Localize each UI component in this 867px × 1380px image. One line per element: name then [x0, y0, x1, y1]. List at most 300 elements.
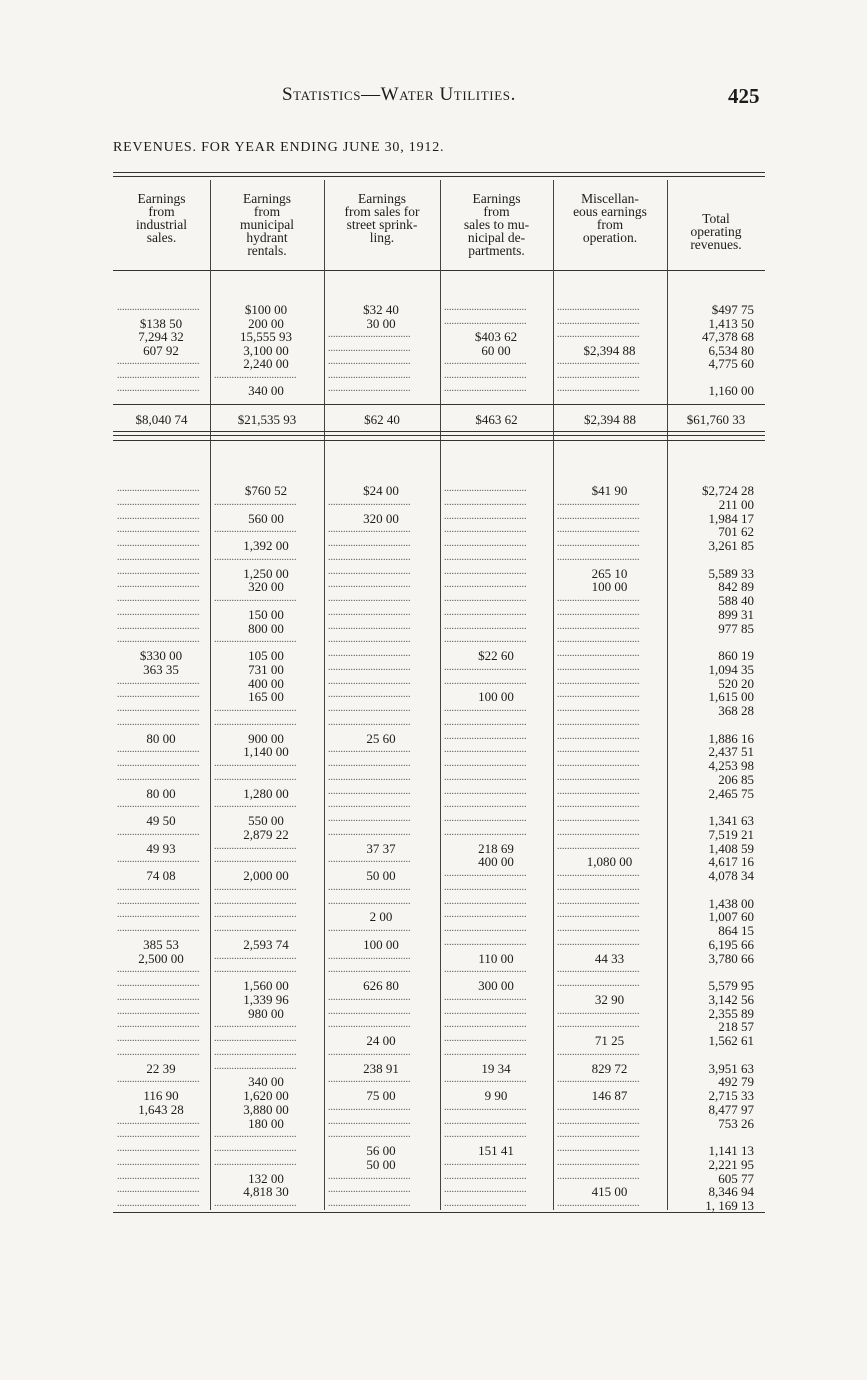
- table-cell: 560 00: [248, 510, 284, 526]
- leader-dots: .................................: [557, 620, 640, 632]
- leader-dots: .................................: [444, 302, 527, 313]
- leader-dots: .................................: [328, 1170, 411, 1182]
- total-cell: 1,094 35: [708, 661, 754, 677]
- leader-dots: .................................: [557, 538, 640, 549]
- leader-dots: .................................: [214, 758, 297, 769]
- leader-dots: .................................: [328, 565, 411, 577]
- table-cell: 340 00: [248, 1074, 284, 1090]
- table-cell: 415 00: [591, 1184, 628, 1200]
- table-cell: 731 00: [248, 661, 284, 677]
- table-cell: 1,080 00: [586, 854, 633, 870]
- leader-dots: .................................: [117, 689, 200, 701]
- table-cell: 1,339 96: [243, 991, 289, 1007]
- leader-dots: .................................: [444, 895, 527, 907]
- table-cell: 105 00: [248, 648, 284, 663]
- leader-dots: .................................: [444, 1019, 527, 1031]
- table-cell: $41 90: [591, 483, 628, 498]
- total-cell: 1,413 50: [708, 315, 754, 331]
- leader-dots: .................................: [557, 356, 640, 367]
- table-cell: $32 40: [363, 302, 399, 317]
- table-cell: 3,880 00: [243, 1101, 289, 1117]
- table-cell: $22 60: [478, 648, 514, 663]
- table-cell: 25 60: [366, 730, 396, 746]
- total-cell: 1,408 59: [708, 840, 754, 856]
- leader-dots: .................................: [557, 648, 640, 659]
- leader-dots: .................................: [214, 1156, 297, 1168]
- table-cell: 37 37: [366, 840, 396, 856]
- leader-dots: .................................: [328, 369, 411, 381]
- total-cell: 218 57: [718, 1019, 754, 1035]
- leader-dots: .................................: [328, 758, 411, 769]
- leader-dots: .................................: [117, 579, 200, 591]
- leader-dots: .................................: [117, 1198, 200, 1209]
- column-header-3: Earnings from sales for street sprink- ling.: [344, 191, 420, 245]
- leader-dots: .................................: [557, 329, 640, 340]
- table-cell: 300 00: [478, 978, 514, 993]
- leader-dots: .................................: [557, 1170, 640, 1182]
- leader-dots: .................................: [444, 606, 527, 618]
- table-cell: 71 25: [594, 1033, 625, 1048]
- leader-dots: .................................: [214, 369, 297, 381]
- table-cell: 363 35: [143, 661, 179, 677]
- leader-dots: .................................: [444, 703, 527, 714]
- leader-dots: .................................: [328, 744, 411, 756]
- leader-dots: .................................: [214, 524, 297, 536]
- total-cell: 864 15: [718, 923, 754, 938]
- leader-dots: .................................: [444, 1101, 527, 1113]
- leader-dots: .................................: [557, 315, 640, 327]
- leader-dots: .................................: [557, 551, 640, 563]
- leader-dots: .................................: [557, 661, 640, 673]
- top-rule: [113, 172, 765, 173]
- leader-dots: .................................: [557, 1143, 640, 1154]
- leader-dots: .................................: [444, 661, 527, 673]
- table-cell: 146 87: [591, 1088, 628, 1103]
- table-cell: 1,280 00: [243, 785, 289, 801]
- leader-dots: .................................: [328, 538, 411, 549]
- leader-dots: .................................: [214, 771, 297, 783]
- leader-dots: .................................: [117, 620, 200, 632]
- column-header-1: Earnings from industrial sales.: [136, 191, 187, 245]
- leader-dots: .................................: [557, 1074, 640, 1086]
- leader-dots: .................................: [557, 383, 640, 394]
- table-cell: 400 00: [248, 675, 284, 691]
- total-cell: $497 75: [711, 302, 754, 317]
- table-cell: 238 91: [363, 1060, 399, 1076]
- table-cell: $760 52: [244, 483, 288, 498]
- leader-dots: .................................: [117, 510, 200, 522]
- leader-dots: .................................: [328, 1101, 411, 1113]
- leader-dots: .................................: [444, 383, 527, 394]
- table-cell: 74 08: [146, 868, 176, 883]
- leader-dots: .................................: [444, 315, 527, 327]
- total-cell: 1,160 00: [708, 383, 754, 398]
- leader-dots: .................................: [214, 909, 297, 921]
- leader-dots: .................................: [557, 510, 640, 522]
- leader-dots: .................................: [444, 1046, 527, 1058]
- leader-dots: .................................: [444, 620, 527, 632]
- leader-dots: .................................: [117, 978, 200, 989]
- total-cell: 1,562 61: [708, 1033, 754, 1048]
- leader-dots: .................................: [557, 703, 640, 714]
- table-cell: $138 50: [139, 315, 183, 331]
- leader-dots: .................................: [444, 1074, 527, 1086]
- leader-dots: .................................: [328, 771, 411, 783]
- table-cell: 19 34: [481, 1060, 511, 1076]
- leader-dots: .................................: [214, 496, 297, 508]
- table-cell: 56 00: [366, 1143, 396, 1158]
- leader-dots: .................................: [214, 1046, 297, 1058]
- leader-dots: .................................: [117, 1074, 200, 1086]
- leader-dots: .................................: [557, 799, 640, 811]
- leader-dots: .................................: [328, 854, 411, 866]
- subtotal-rule: [113, 404, 765, 405]
- leader-dots: .................................: [117, 895, 200, 907]
- leader-dots: .................................: [328, 703, 411, 714]
- running-title: Statistics—Water Utilities.: [282, 84, 516, 105]
- total-cell: 7,519 21: [708, 826, 754, 842]
- leader-dots: .................................: [328, 579, 411, 591]
- total-cell: 899 31: [718, 606, 754, 622]
- leader-dots: .................................: [444, 496, 527, 508]
- total-cell: 368 28: [718, 703, 754, 718]
- leader-dots: .................................: [214, 1033, 297, 1044]
- total-cell: 860 19: [718, 648, 754, 663]
- total-cell: 4,078 34: [708, 868, 754, 883]
- leader-dots: .................................: [328, 329, 411, 340]
- column-header-4: Earnings from sales to mu- nicipal de- partments.: [463, 191, 530, 258]
- total-cell: 5,589 33: [708, 565, 754, 581]
- column-header-5: Miscellan- eous earnings from operation.: [573, 191, 647, 245]
- leader-dots: .................................: [444, 1005, 527, 1017]
- leader-dots: .................................: [117, 383, 200, 394]
- leader-dots: .................................: [557, 675, 640, 687]
- leader-dots: .................................: [328, 383, 411, 394]
- leader-dots: .................................: [117, 909, 200, 921]
- column-divider: [440, 180, 441, 1210]
- table-cell: 50 00: [366, 868, 396, 883]
- table-cell: 75 00: [366, 1088, 396, 1103]
- leader-dots: .................................: [557, 909, 640, 921]
- total-cell: 3,951 63: [708, 1060, 754, 1076]
- table-cell: 607 92: [143, 342, 179, 358]
- leader-dots: .................................: [557, 744, 640, 756]
- table-cell: $100 00: [244, 302, 288, 317]
- leader-dots: .................................: [328, 1198, 411, 1209]
- table-cell: 800 00: [248, 620, 284, 636]
- leader-dots: .................................: [214, 964, 297, 976]
- leader-dots: .................................: [557, 936, 640, 948]
- leader-dots: .................................: [117, 538, 200, 549]
- table-cell: 132 00: [248, 1170, 284, 1186]
- leader-dots: .................................: [444, 1156, 527, 1168]
- table-cell: 385 53: [143, 936, 179, 952]
- total-cell: 2,465 75: [708, 785, 754, 801]
- leader-dots: .................................: [328, 342, 411, 354]
- table-cell: 400 00: [478, 854, 514, 870]
- leader-dots: .................................: [444, 716, 527, 728]
- leader-dots: .................................: [117, 634, 200, 646]
- leader-dots: .................................: [214, 593, 297, 604]
- leader-dots: .................................: [117, 991, 200, 1003]
- table-cell: $24 00: [363, 483, 399, 498]
- leader-dots: .................................: [117, 551, 200, 563]
- leader-dots: .................................: [328, 496, 411, 508]
- leader-dots: .................................: [557, 881, 640, 893]
- leader-dots: .................................: [328, 1184, 411, 1196]
- leader-dots: .................................: [328, 551, 411, 563]
- leader-dots: .................................: [444, 634, 527, 646]
- leader-dots: .................................: [444, 813, 527, 824]
- leader-dots: .................................: [557, 895, 640, 907]
- leader-dots: .................................: [557, 840, 640, 852]
- total-cell: 492 79: [718, 1074, 754, 1090]
- leader-dots: .................................: [117, 524, 200, 536]
- table-cell: 200 00: [248, 315, 284, 331]
- leader-dots: .................................: [444, 868, 527, 879]
- total-cell: 4,253 98: [708, 758, 754, 773]
- leader-dots: .................................: [328, 1046, 411, 1058]
- table-cell: $403 62: [474, 329, 518, 344]
- total-double-rule: [113, 435, 765, 436]
- table-cell: 49 93: [146, 840, 176, 856]
- leader-dots: .................................: [444, 524, 527, 536]
- leader-dots: .................................: [444, 881, 527, 893]
- leader-dots: .................................: [328, 1005, 411, 1017]
- leader-dots: .................................: [444, 909, 527, 921]
- table-cell: 1,392 00: [243, 538, 289, 553]
- leader-dots: .................................: [444, 964, 527, 976]
- leader-dots: .................................: [557, 758, 640, 769]
- leader-dots: .................................: [328, 1019, 411, 1031]
- leader-dots: .................................: [214, 1198, 297, 1209]
- leader-dots: .................................: [557, 716, 640, 728]
- leader-dots: .................................: [117, 593, 200, 604]
- leader-dots: .................................: [117, 1129, 200, 1141]
- leader-dots: .................................: [557, 1101, 640, 1113]
- leader-dots: .................................: [117, 565, 200, 577]
- table-cell: 60 00: [481, 342, 511, 358]
- leader-dots: .................................: [328, 661, 411, 673]
- table-cell: 165 00: [248, 689, 284, 705]
- subtotal-cell: $21,535 93: [237, 412, 297, 427]
- total-cell: 605 77: [718, 1170, 754, 1186]
- leader-dots: .................................: [557, 1156, 640, 1168]
- leader-dots: .................................: [557, 634, 640, 646]
- total-cell: 211 00: [718, 496, 754, 512]
- leader-dots: .................................: [214, 1143, 297, 1154]
- leader-dots: .................................: [444, 730, 527, 742]
- total-cell: 8,346 94: [708, 1184, 754, 1200]
- total-cell: 2,715 33: [708, 1088, 754, 1103]
- table-cell: 626 80: [363, 978, 399, 993]
- table-cell: 100 00: [478, 689, 514, 705]
- total-cell: 1,007 60: [708, 909, 754, 925]
- leader-dots: .................................: [117, 826, 200, 838]
- leader-dots: .................................: [117, 1156, 200, 1168]
- table-cell: 9 90: [484, 1088, 508, 1103]
- leader-dots: .................................: [557, 1129, 640, 1141]
- table-cell: $330 00: [139, 648, 183, 663]
- leader-dots: .................................: [557, 923, 640, 934]
- column-header-2: Earnings from municipal hydrant rentals.: [240, 191, 294, 258]
- leader-dots: .................................: [557, 826, 640, 838]
- table-cell: 265 10: [591, 565, 628, 581]
- leader-dots: .................................: [557, 813, 640, 824]
- leader-dots: .................................: [214, 950, 297, 962]
- leader-dots: .................................: [214, 881, 297, 893]
- leader-dots: .................................: [444, 1129, 527, 1141]
- total-cell: 6,534 80: [708, 342, 754, 358]
- leader-dots: .................................: [444, 1115, 527, 1127]
- total-cell: 5,579 95: [708, 978, 754, 993]
- total-double-rule: [113, 440, 765, 441]
- total-cell: 4,775 60: [708, 356, 754, 371]
- total-cell: 8,477 97: [708, 1101, 754, 1117]
- leader-dots: .................................: [117, 1170, 200, 1182]
- leader-dots: .................................: [328, 785, 411, 797]
- total-cell: 3,780 66: [708, 950, 754, 966]
- leader-dots: .................................: [557, 302, 640, 313]
- leader-dots: .................................: [444, 369, 527, 381]
- table-cell: 15,555 93: [240, 329, 292, 344]
- total-cell: $2,724 28: [702, 483, 754, 498]
- page-number: 425: [728, 84, 760, 108]
- leader-dots: .................................: [117, 771, 200, 783]
- leader-dots: .................................: [328, 991, 411, 1003]
- leader-dots: .................................: [444, 936, 527, 948]
- column-header-6: Total operating revenues.: [690, 211, 742, 252]
- table-cell: 1,560 00: [243, 978, 289, 993]
- total-cell: 753 26: [718, 1115, 754, 1131]
- leader-dots: .................................: [557, 730, 640, 742]
- leader-dots: .................................: [214, 551, 297, 563]
- table-cell: 3,100 00: [243, 342, 289, 358]
- table-cell: 49 50: [146, 813, 176, 828]
- leader-dots: .................................: [328, 606, 411, 618]
- table-cell: 100 00: [363, 936, 399, 952]
- leader-dots: .................................: [328, 799, 411, 811]
- leader-dots: .................................: [328, 648, 411, 659]
- total-cell: 1, 169 13: [705, 1198, 754, 1213]
- leader-dots: .................................: [117, 369, 200, 381]
- total-cell: 842 89: [718, 579, 754, 595]
- leader-dots: .................................: [444, 510, 527, 522]
- subtotal-cell: $2,394 88: [584, 412, 636, 427]
- table-cell: 2 00: [369, 909, 393, 925]
- leader-dots: .................................: [444, 579, 527, 591]
- leader-dots: .................................: [557, 868, 640, 879]
- total-cell: 6,195 66: [708, 936, 754, 952]
- total-cell: 520 20: [718, 675, 754, 691]
- leader-dots: .................................: [117, 799, 200, 811]
- leader-dots: .................................: [444, 551, 527, 563]
- leader-dots: .................................: [444, 923, 527, 934]
- total-cell: 3,142 56: [708, 991, 754, 1007]
- table-cell: 80 00: [146, 785, 176, 801]
- leader-dots: .................................: [557, 606, 640, 618]
- leader-dots: .................................: [328, 689, 411, 701]
- table-cell: 100 00: [591, 579, 628, 595]
- column-divider: [324, 180, 325, 1210]
- leader-dots: .................................: [328, 950, 411, 962]
- table-cell: 110 00: [478, 950, 514, 966]
- leader-dots: .................................: [444, 538, 527, 549]
- leader-dots: .................................: [117, 1184, 200, 1196]
- leader-dots: .................................: [117, 703, 200, 714]
- leader-dots: .................................: [557, 593, 640, 604]
- table-cell: 340 00: [248, 383, 284, 398]
- leader-dots: .................................: [557, 369, 640, 381]
- table-cell: 116 90: [143, 1088, 179, 1103]
- leader-dots: .................................: [117, 1019, 200, 1031]
- leader-dots: .................................: [444, 356, 527, 367]
- table-cell: 150 00: [248, 606, 284, 622]
- leader-dots: .................................: [214, 634, 297, 646]
- column-divider: [553, 180, 554, 1210]
- leader-dots: .................................: [444, 1033, 527, 1044]
- table-cell: 2,500 00: [138, 950, 184, 966]
- column-divider: [667, 180, 668, 1210]
- total-cell: 701 62: [718, 524, 754, 540]
- leader-dots: .................................: [117, 1033, 200, 1044]
- leader-dots: .................................: [444, 991, 527, 1003]
- leader-dots: .................................: [557, 1198, 640, 1209]
- leader-dots: .................................: [328, 881, 411, 893]
- leader-dots: .................................: [117, 675, 200, 687]
- leader-dots: .................................: [444, 1198, 527, 1209]
- leader-dots: .................................: [214, 854, 297, 866]
- subtotal-cell: $62 40: [364, 412, 400, 427]
- table-cell: 2,000 00: [243, 868, 289, 883]
- leader-dots: .................................: [557, 1115, 640, 1127]
- leader-dots: .................................: [557, 1019, 640, 1031]
- leader-dots: .................................: [557, 524, 640, 536]
- leader-dots: .................................: [328, 1074, 411, 1086]
- subtotal-cell: $61,760 33: [686, 412, 746, 427]
- total-cell: 2,437 51: [708, 744, 754, 760]
- leader-dots: .................................: [214, 895, 297, 907]
- leader-dots: .................................: [557, 978, 640, 989]
- total-cell: 47,378 68: [702, 329, 754, 344]
- leader-dots: .................................: [557, 964, 640, 976]
- total-cell: 588 40: [718, 593, 754, 608]
- subtotal-cell: $463 62: [475, 412, 518, 427]
- total-cell: 2,221 95: [708, 1156, 754, 1172]
- leader-dots: .................................: [557, 771, 640, 783]
- table-cell: 2,879 22: [243, 826, 289, 842]
- table-cell: 151 41: [478, 1143, 514, 1158]
- table-cell: 218 69: [478, 840, 514, 856]
- leader-dots: .................................: [117, 758, 200, 769]
- total-cell: 3,261 85: [708, 538, 754, 553]
- table-cell: 320 00: [363, 510, 399, 526]
- total-cell: 4,617 16: [708, 854, 754, 870]
- leader-dots: .................................: [328, 826, 411, 838]
- total-cell: 206 85: [718, 771, 754, 787]
- leader-dots: .................................: [214, 703, 297, 714]
- leader-dots: .................................: [557, 689, 640, 701]
- table-cell: 1,620 00: [243, 1088, 289, 1103]
- leader-dots: .................................: [117, 716, 200, 728]
- bottom-rule: [113, 1212, 765, 1213]
- leader-dots: .................................: [444, 483, 527, 494]
- leader-dots: .................................: [117, 964, 200, 976]
- leader-dots: .................................: [444, 675, 527, 687]
- leader-dots: .................................: [328, 895, 411, 907]
- leader-dots: .................................: [444, 1170, 527, 1182]
- table-cell: 320 00: [248, 579, 284, 595]
